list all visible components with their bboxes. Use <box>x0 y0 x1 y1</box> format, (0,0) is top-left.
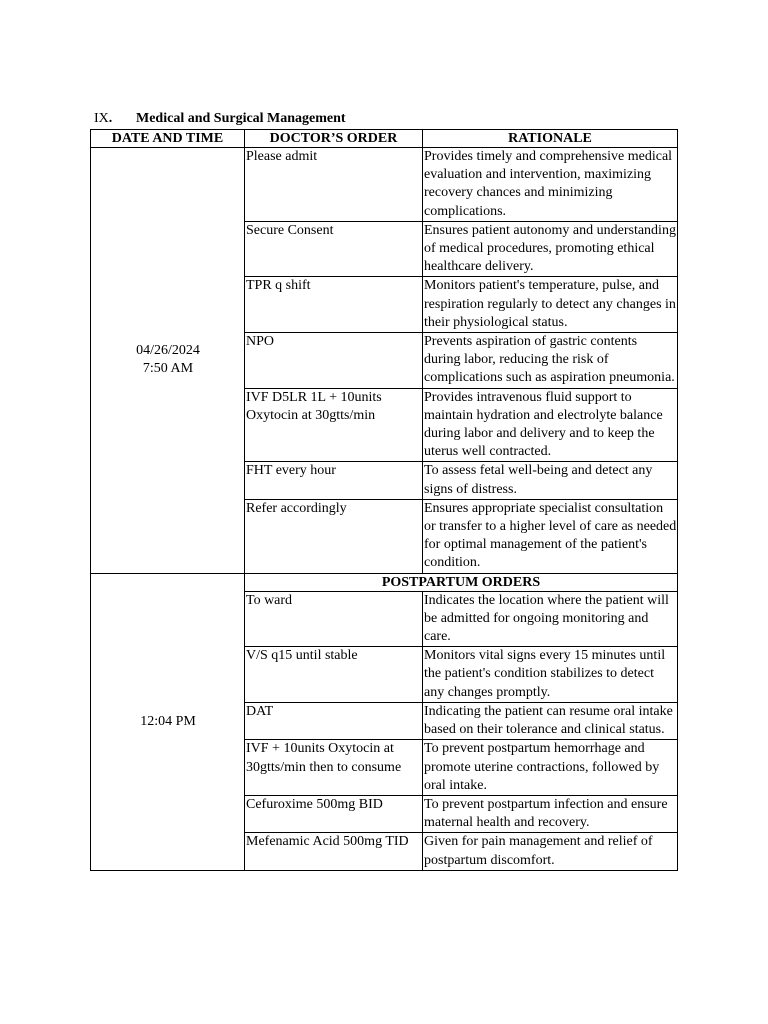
order-cell: V/S q15 until stable <box>245 647 423 703</box>
header-row <box>91 130 678 148</box>
rationale-cell: Given for pain management and relief of postpartum discomfort. <box>423 833 678 870</box>
rationale-cell: Monitors vital signs every 15 minutes until the patient's condition stabilizes to detect any changes promptly. <box>423 647 678 703</box>
section-heading <box>94 110 346 128</box>
rationale-cell: To prevent postpartum hemorrhage and promote uterine contractions, followed by oral intake. <box>423 740 678 796</box>
admission-date: 04/26/2024 <box>136 343 200 359</box>
order-cell: To ward <box>245 591 423 647</box>
rationale-cell: To assess fetal well-being and detect any signs of distress. <box>423 462 678 499</box>
postpartum-section-row <box>91 573 678 591</box>
order-cell: IVF D5LR 1L + 10units Oxytocin at 30gtts/min <box>245 388 423 462</box>
admission-time: 7:50 AM <box>142 361 194 377</box>
order-cell: FHT every hour <box>245 462 423 499</box>
postpartum-time-cell <box>91 573 245 870</box>
table-body <box>91 148 678 871</box>
rationale-cell: Provides intravenous fluid support to maintain hydration and electrolyte balance during labor and delivery and to keep the uterus well contracted. <box>423 388 678 462</box>
rationale-cell: Monitors patient's temperature, pulse, and respiration regularly to detect any changes in their physiological status. <box>423 277 678 333</box>
rationale-cell: To prevent postpartum infection and ensure maternal health and recovery. <box>423 795 678 832</box>
management-table <box>90 129 678 871</box>
table-row <box>91 148 678 222</box>
order-cell: Cefuroxime 500mg BID <box>245 795 423 832</box>
header-doctors-order: DOCTOR’S ORDER <box>245 130 423 148</box>
order-cell: Refer accordingly <box>245 499 423 573</box>
rationale-cell: Provides timely and comprehensive medical evaluation and intervention, maximizing recovery chances and minimizing complications. <box>423 148 678 222</box>
order-cell: IVF + 10units Oxytocin at 30gtts/min then to consume <box>245 740 423 796</box>
section-title: Medical and Surgical Management <box>136 111 346 126</box>
section-number-text: IX <box>94 111 109 126</box>
postpartum-time: 12:04 PM <box>140 713 196 729</box>
rationale-cell: Ensures appropriate specialist consultation or transfer to a higher level of care as needed for optimal management of the patient's condition. <box>423 499 678 573</box>
rationale-cell: Indicates the location where the patient will be admitted for ongoing monitoring and care. <box>423 591 678 647</box>
order-cell: NPO <box>245 333 423 389</box>
postpartum-orders-title: POSTPARTUM ORDERS <box>245 573 678 591</box>
order-cell: Secure Consent <box>245 221 423 277</box>
rationale-cell: Ensures patient autonomy and understanding of medical procedures, promoting ethical healthcare delivery. <box>423 221 678 277</box>
date-time-cell <box>91 148 245 574</box>
order-cell: TPR q shift <box>245 277 423 333</box>
section-number <box>94 110 136 128</box>
order-cell: Please admit <box>245 148 423 222</box>
table-header <box>91 130 678 148</box>
header-date-time: DATE AND TIME <box>91 130 245 148</box>
order-cell: DAT <box>245 702 423 739</box>
rationale-cell: Prevents aspiration of gastric contents during labor, reducing the risk of complications such as aspiration pneumonia. <box>423 333 678 389</box>
section-number-suffix: . <box>108 111 113 126</box>
rationale-cell: Indicating the patient can resume oral intake based on their tolerance and clinical status. <box>423 702 678 739</box>
header-rationale: RATIONALE <box>423 130 678 148</box>
order-cell: Mefenamic Acid 500mg TID <box>245 833 423 870</box>
